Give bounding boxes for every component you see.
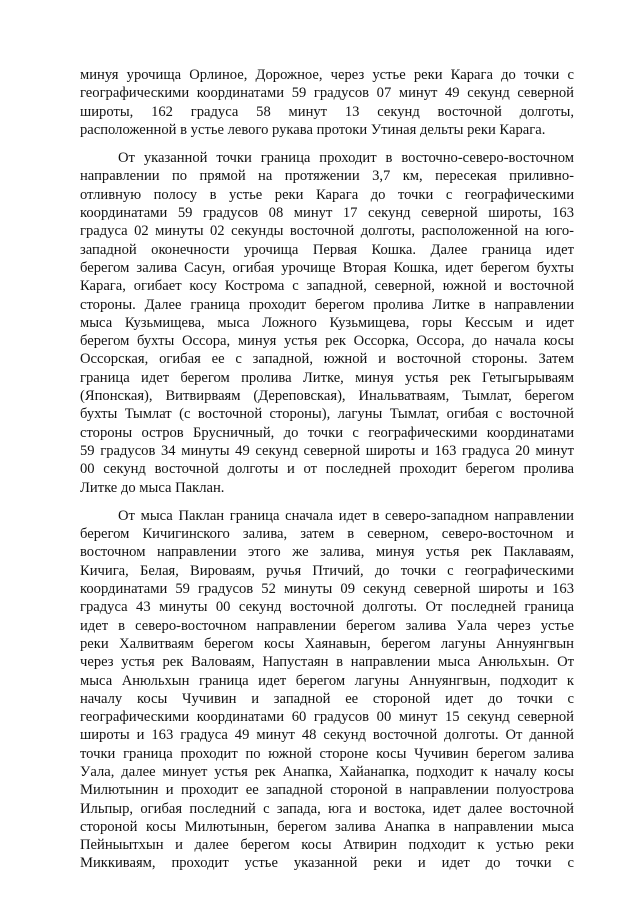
text-line: географическими координатами 60 градусов 00 минут 15 секунд северной (80, 709, 574, 726)
text-line: широты и 163 градуса 49 минут 48 секунд восточной долготы. От данной (80, 727, 574, 744)
text-line: расположенной в устье левого рукава протоки Утиная дельты реки Карага. (80, 121, 546, 138)
text-line: Литке до мыса Паклан. (80, 479, 225, 496)
text-line: точки граница проходит по южной стороне косы Чучивин берегом залива (80, 745, 574, 762)
text-line: (Японская), Витвирваям (Дереповская), Инальватваям, Тымлат, берегом (80, 388, 574, 405)
text-line: Пейныытхын и далее берегом косы Атвирин подходит к устью реки (80, 837, 574, 854)
text-line: стороной косы Милютынын, берегом залива Анапка в направлении мыса (80, 818, 574, 835)
text-line: 59 градусов 34 минуты 49 секунд северной широты и 163 градуса 20 минут (80, 442, 574, 459)
text-line: Кичига, Белая, Вироваям, ручья Птичий, до точки с географическими (80, 562, 574, 579)
text-line: бухты Тымлат (с восточной стороны), лагуны Тымлат, огибая с восточной (80, 406, 574, 423)
text-line: Уала, далее минует устья рек Анапка, Хайанапка, подходит к началу косы (80, 763, 574, 780)
text-line: минуя урочища Орлиное, Дорожное, через устье реки Карага до точки с (80, 67, 574, 83)
text-line: Миккиваям, проходит устье указанной реки и идет до точки с (80, 855, 574, 872)
text-line: стороны. Далее граница проходит берегом пролива Литке в направлении (80, 296, 574, 313)
text-line: От мыса Паклан граница сначала идет в северо-западном направлении (118, 507, 574, 524)
text-line: реки Халвитваям берегом косы Хаянавын, берегом лагуны Аннуянгвын (80, 635, 574, 652)
text-line: берегом Кичигинского залива, затем в северном, северо-восточном и (80, 526, 574, 543)
text-line: берегом залива Сасун, огибая урочище Вторая Кошка, идет берегом бухты (80, 259, 574, 276)
text-line: координатами 59 градусов 52 минуты 09 секунд северной широты и 163 (80, 581, 574, 598)
text-line: идет в северо-восточном направлении берегом залива Уала через устье (80, 617, 574, 634)
text-line: восточном направлении этого же залива, минуя устья рек Паклаваям, (80, 544, 574, 561)
text-line: Милютынин и проходит ее западной стороной в направлении полуострова (80, 782, 574, 799)
text-line: западной оконечности урочища Первая Кошка. Далее граница идет (80, 241, 574, 258)
text-line: координатами 59 градусов 08 минут 17 секунд северной широты, 163 (80, 205, 574, 222)
text-line: мыса Анюльхын граница идет берегом лагуны Аннуянгвын, подходит к (80, 672, 574, 689)
text-line: Карага, огибает косу Кострома с западной, северной, южной и восточной (80, 278, 574, 295)
text-line: Оссорская, огибая ее с западной, южной и восточной стороны. Затем (80, 351, 574, 368)
document-body (80, 66, 574, 873)
text-line: градуса 02 минуты 02 секунды восточной долготы, расположенной на юго- (80, 223, 574, 240)
text-line: началу косы Чучивин и западной ее стороной идет до точки с (80, 690, 574, 707)
text-line: стороны остров Брусничный, до точки с географическими координатами (80, 424, 574, 441)
text-line: граница идет берегом пролива Литке, минуя устья рек Гетыгырываям (80, 369, 574, 386)
text-line: Ильпыр, огибая последний с запада, юга и востока, идет далее восточной (80, 800, 574, 817)
text-line: отливную полосу в устье реки Карага до точки с географическими (80, 186, 574, 203)
text-line: географическими координатами 59 градусов 07 минут 49 секунд северной (80, 85, 574, 102)
text-line: направлении по прямой на протяжении 3,7 км, пересекая приливно- (80, 168, 574, 185)
paragraph-1 (80, 66, 574, 139)
text-line: берегом бухты Оссора, минуя устья рек Оссорка, Оссора, до начала косы (80, 333, 574, 350)
text-line: От указанной точки граница проходит в восточно-северо-восточном (118, 150, 574, 167)
text-line: градуса 43 минуты 00 секунд восточной долготы. От последней граница (80, 599, 574, 616)
text-line: 00 секунд восточной долготы и от последней проходит берегом пролива (80, 461, 574, 478)
text-line: через устья рек Валоваям, Напустаян в направлении мыса Анюльхын. От (80, 654, 574, 671)
text-line: широты, 162 градуса 58 минут 13 секунд восточной долготы, (80, 103, 574, 120)
paragraph-spacer (80, 139, 574, 149)
text-line: мыса Кузьмищева, мыса Ложного Кузьмищева, горы Кессым и идет (80, 314, 574, 331)
paragraph-spacer (80, 497, 574, 507)
paragraph-2 (80, 149, 574, 497)
paragraph-3 (80, 507, 574, 873)
